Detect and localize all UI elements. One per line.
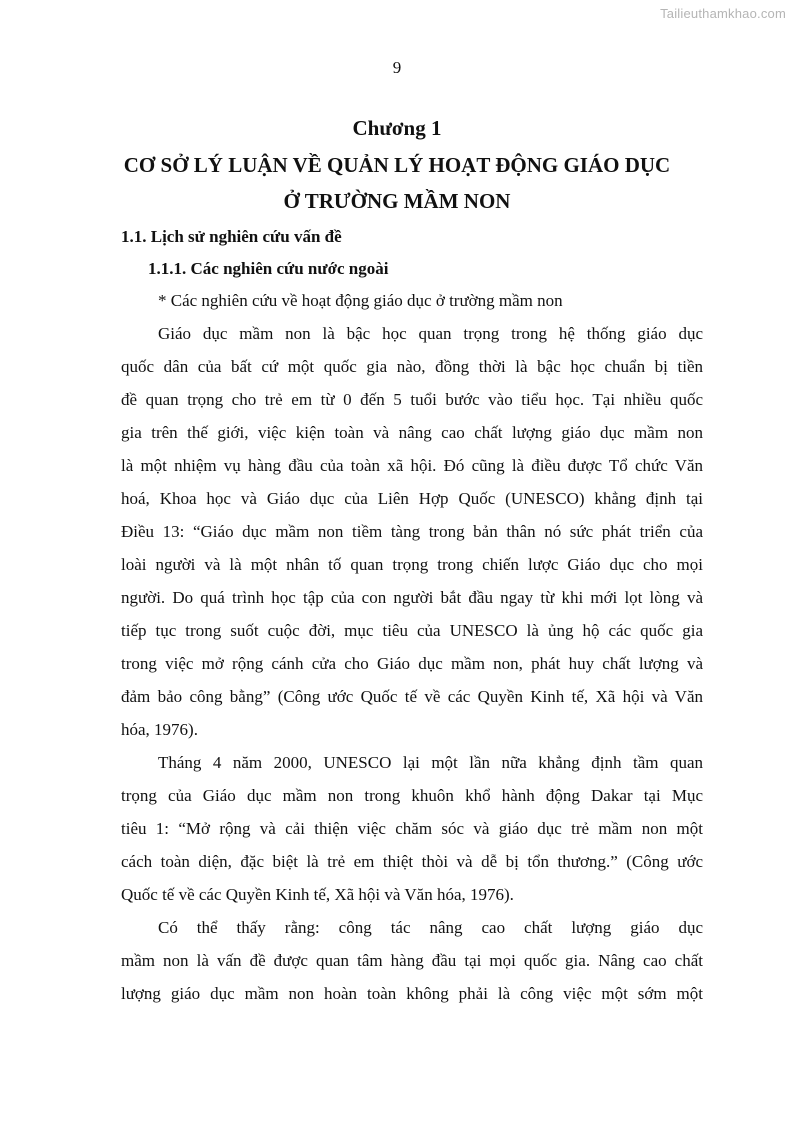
bullet-line: * Các nghiên cứu về hoạt động giáo dục ở trường mầm non: [158, 291, 563, 310]
paragraph-1-line: Điều 13: “Giáo dục mầm non tiềm tàng trong bản thân nó sức phát triển của: [121, 522, 703, 541]
paragraph-2-line: trọng của Giáo dục mầm non trong khuôn khổ hành động Dakar tại Mục: [121, 786, 703, 805]
chapter-title-line-1: CƠ SỞ LÝ LUẬN VỀ QUẢN LÝ HOẠT ĐỘNG GIÁO DỤC: [123, 153, 671, 177]
subsection-heading: 1.1.1. Các nghiên cứu nước ngoài: [148, 259, 389, 278]
section-heading: 1.1. Lịch sử nghiên cứu vấn đề: [121, 227, 342, 246]
paragraph-1-line: trong việc mở rộng cánh cửa cho Giáo dục mầm non, phát huy chất lượng và: [121, 654, 703, 673]
paragraph-1-line: loài người và là một nhân tố quan trọng trong chiến lược Giáo dục cho mọi: [121, 555, 703, 574]
watermark: Tailieuthamkhao.com: [660, 6, 786, 21]
paragraph-1-line: tiếp tục trong suốt cuộc đời, mục tiêu của UNESCO là ủng hộ các quốc gia: [121, 621, 703, 640]
chapter-label: Chương 1: [352, 116, 442, 140]
paragraph-3-line: lượng giáo dục mầm non hoàn toàn không phải là công việc một sớm một: [121, 984, 703, 1003]
paragraph-1-line: Giáo dục mầm non là bậc học quan trọng trong hệ thống giáo dục: [158, 324, 703, 343]
paragraph-3-line: Có thể thấy rằng: công tác nâng cao chất lượng giáo dục: [158, 918, 703, 937]
paragraph-1-line: người. Do quá trình học tập của con người bắt đầu ngay từ khi mới lọt lòng và: [121, 588, 703, 607]
chapter-title-line-2: Ở TRƯỜNG MẦM NON: [283, 189, 511, 213]
page-number: 9: [392, 58, 402, 77]
paragraph-1-line: đảm bảo công bằng” (Công ước Quốc tế về các Quyền Kinh tế, Xã hội và Văn: [121, 687, 703, 706]
paragraph-2-line: cách toàn diện, đặc biệt là trẻ em thiệt thòi và dễ bị tổn thương.” (Công ước: [121, 852, 703, 871]
paragraph-1-line: hóa, 1976).: [121, 720, 198, 739]
paragraph-1-line: đề quan trọng cho trẻ em từ 0 đến 5 tuổi bước vào tiểu học. Tại nhiều quốc: [121, 390, 703, 409]
paragraph-2-line: Tháng 4 năm 2000, UNESCO lại một lần nữa khẳng định tầm quan: [158, 753, 703, 772]
paragraph-3-line: mầm non là vấn đề được quan tâm hàng đầu tại mọi quốc gia. Nâng cao chất: [121, 951, 703, 970]
paragraph-1-line: gia trên thế giới, việc kiện toàn và nâng cao chất lượng giáo dục mầm non: [121, 423, 703, 442]
paragraph-1-line: quốc dân của bất cứ một quốc gia nào, đồng thời là bậc học chuẩn bị tiền: [121, 357, 703, 376]
paragraph-1-line: là một nhiệm vụ hàng đầu của toàn xã hội. Đó cũng là điều được Tổ chức Văn: [121, 456, 703, 475]
paragraph-1-line: hoá, Khoa học và Giáo dục của Liên Hợp Quốc (UNESCO) khẳng định tại: [121, 489, 703, 508]
paragraph-2-line: tiêu 1: “Mở rộng và cải thiện việc chăm sóc và giáo dục trẻ mầm non một: [121, 819, 703, 838]
paragraph-2-line: Quốc tế về các Quyền Kinh tế, Xã hội và Văn hóa, 1976).: [121, 885, 514, 904]
